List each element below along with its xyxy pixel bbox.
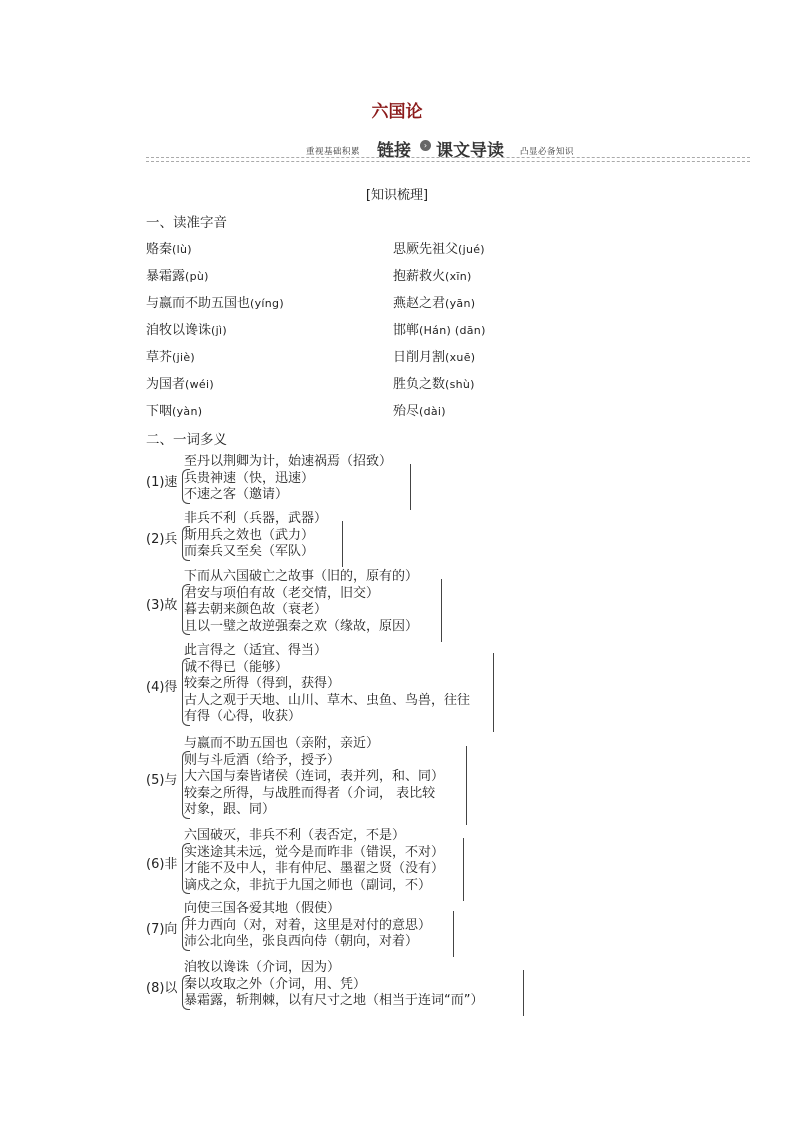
polysemy-label: (3)故 xyxy=(146,598,178,613)
pronunciation-word: 下咽 xyxy=(146,404,173,419)
pronunciation-pinyin: (xuē) xyxy=(445,351,476,364)
pronunciation-pinyin: (Hán) (dān) xyxy=(419,324,486,337)
pronunciation-pinyin: (yān) xyxy=(445,297,476,310)
polysemy-label: (2)兵 xyxy=(146,531,178,547)
right-bracket xyxy=(453,911,454,957)
pronunciation-item xyxy=(146,238,192,257)
polysemy-sense: 君安与项伯有故（老交情，旧交） xyxy=(184,585,380,601)
pronunciation-word: 思厥先祖父 xyxy=(393,242,459,257)
right-bracket xyxy=(441,579,442,642)
pronunciation-word: 洎牧以谗诛 xyxy=(146,323,212,338)
polysemy-sense: 向使三国各爱其地（假使） xyxy=(184,901,341,916)
pronunciation-word: 燕赵之君 xyxy=(393,296,446,311)
polysemy-sense: 才能不及中人，非有仲尼、墨翟之贤（没有） xyxy=(184,861,445,876)
polysemy-label: (1)速 xyxy=(146,474,178,490)
polysemy-sense: 暮去朝来颜色故（衰老） xyxy=(184,602,328,617)
polysemy-sense: 有得（心得，收获） xyxy=(184,709,302,724)
banner-left-caption: 重视基础积累 xyxy=(306,147,361,157)
polysemy-sense: 较秦之所得（得到，获得） xyxy=(184,676,341,691)
pronunciation-word: 抱薪救火 xyxy=(393,269,446,284)
polysemy-sense: 秦以攻取之外（介词，用、凭） xyxy=(184,976,367,992)
banner-word-link: 链接 xyxy=(377,141,411,161)
pronunciation-word: 赂秦 xyxy=(146,242,173,257)
section-banner xyxy=(146,136,750,161)
polysemy-sense: 至丹以荆卿为计，始速祸焉（招致） xyxy=(184,454,393,469)
pronunciation-item xyxy=(393,319,486,338)
pronunciation-item xyxy=(393,238,485,257)
pronunciation-word: 为国者 xyxy=(146,377,186,392)
banner-word-reading: 课文导读 xyxy=(436,141,504,161)
polysemy-sense: 对象，跟、同） xyxy=(184,802,276,817)
pronunciation-pinyin: (yíng) xyxy=(250,297,284,310)
pronunciation-word: 暴霜露 xyxy=(146,269,186,284)
polysemy-sense: 斯用兵之效也（武力） xyxy=(184,527,315,543)
pronunciation-pinyin: (xīn) xyxy=(445,270,472,283)
pronunciation-word: 胜负之数 xyxy=(393,377,446,392)
polysemy-sense: 此言得之（适宜、得当） xyxy=(184,643,328,658)
pronunciation-item xyxy=(393,265,472,284)
polysemy-sense: 诚不得已（能够） xyxy=(184,659,289,675)
right-bracket xyxy=(466,746,467,825)
right-bracket xyxy=(523,970,524,1016)
polysemy-sense: 并力西向（对，对着，这里是对付的意思） xyxy=(184,917,432,933)
polysemy-label: (4)得 xyxy=(146,680,178,696)
polysemy-sense: 非兵不利（兵器，武器） xyxy=(184,511,328,526)
pronunciation-item xyxy=(393,400,446,419)
polysemy-label: (5)与 xyxy=(146,773,178,789)
pronunciation-word: 殆尽 xyxy=(393,404,420,419)
polysemy-sense: 大六国与秦皆诸侯（连词，表并列，和、同） xyxy=(184,769,445,784)
polysemy-sense: 实迷途其未远，觉今是而昨非（错误，不对） xyxy=(184,844,445,860)
polysemy-sense: 兵贵神速（快，迅速） xyxy=(184,470,315,486)
polysemy-sense: 洎牧以谗诛（介词，因为） xyxy=(184,960,341,975)
right-bracket xyxy=(410,464,411,510)
pronunciation-pinyin: (wéi) xyxy=(185,378,214,391)
polysemy-label: (8)以 xyxy=(146,980,178,996)
arrow-right-icon: › xyxy=(420,140,431,151)
pronunciation-pinyin: (lù) xyxy=(172,243,192,256)
pronunciation-item xyxy=(393,373,475,392)
right-bracket xyxy=(342,521,343,567)
polysemy-label: (6)非 xyxy=(146,857,178,872)
pronunciation-item xyxy=(146,346,195,365)
polysemy-sense: 六国破灭，非兵不利（表否定，不是） xyxy=(184,828,406,843)
pronunciation-item xyxy=(146,373,214,392)
pronunciation-item xyxy=(393,346,475,365)
heading-pronunciation: 一、读准字音 xyxy=(146,215,227,231)
banner-right-caption: 凸显必备知识 xyxy=(520,147,575,157)
pronunciation-pinyin: (jué) xyxy=(458,243,485,256)
polysemy-sense: 与嬴而不助五国也（亲附，亲近） xyxy=(184,736,380,751)
pronunciation-pinyin: (dài) xyxy=(419,405,446,418)
pronunciation-pinyin: (yàn) xyxy=(172,405,203,418)
banner-divider xyxy=(146,157,750,162)
section-tag: [知识梳理] xyxy=(365,188,429,203)
polysemy-sense: 而秦兵又至矣（军队） xyxy=(184,544,315,559)
polysemy-sense: 则与斗卮酒（给予，授予） xyxy=(184,752,341,768)
polysemy-sense: 较秦之所得，与战胜而得者（介词， 表比较 xyxy=(184,785,436,801)
right-bracket xyxy=(463,838,464,901)
polysemy-sense: 暴霜露，斩荆棘，以有尺寸之地（相当于连词“而”） xyxy=(184,993,484,1008)
polysemy-sense: 下而从六国破亡之故事（旧的，原有的） xyxy=(184,569,419,584)
pronunciation-word: 草芥 xyxy=(146,350,173,365)
pronunciation-word: 与嬴而不助五国也 xyxy=(146,296,251,311)
pronunciation-item xyxy=(146,319,227,338)
pronunciation-item xyxy=(393,292,475,311)
polysemy-label: (7)向 xyxy=(146,921,178,937)
page-title: 六国论 xyxy=(371,102,423,122)
pronunciation-pinyin: (jì) xyxy=(211,324,227,337)
polysemy-sense: 沛公北向坐，张良西向侍（朝向，对着） xyxy=(184,934,419,949)
polysemy-sense: 谪戍之众，非抗于九国之师也（副词，不） xyxy=(184,877,432,893)
right-bracket xyxy=(493,653,494,732)
pronunciation-word: 邯郸 xyxy=(393,323,420,338)
polysemy-sense: 古人之观于天地、山川、草木、虫鱼、鸟兽，往往 xyxy=(184,692,471,708)
pronunciation-item xyxy=(146,292,284,311)
pronunciation-item xyxy=(146,400,202,419)
pronunciation-item xyxy=(146,265,209,284)
pronunciation-pinyin: (jiè) xyxy=(172,351,195,364)
pronunciation-pinyin: (pù) xyxy=(185,270,209,283)
pronunciation-word: 日削月割 xyxy=(393,350,446,365)
polysemy-sense: 不速之客（邀请） xyxy=(184,487,289,502)
pronunciation-pinyin: (shù) xyxy=(445,378,475,391)
polysemy-sense: 且以一璧之故逆强秦之欢（缘故，原因） xyxy=(184,618,419,634)
heading-polysemy: 二、一词多义 xyxy=(146,432,227,448)
